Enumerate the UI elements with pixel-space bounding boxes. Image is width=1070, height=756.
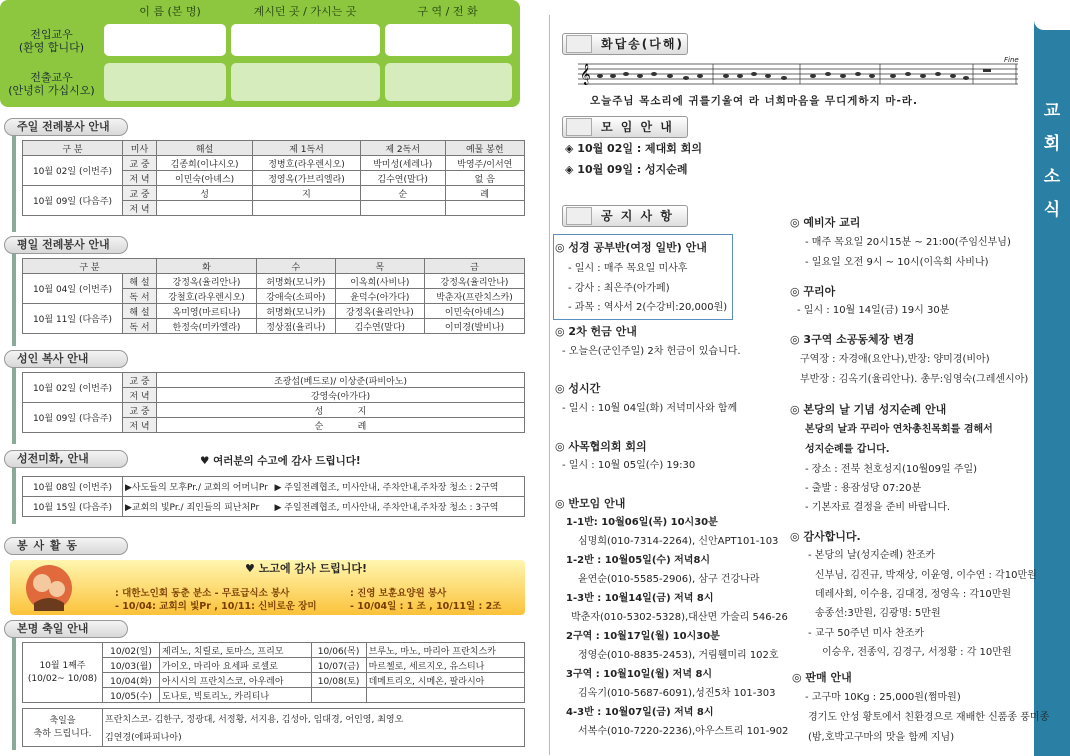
ban-line: 서복수(010-7220-2236),아우스트리 101-902 (578, 726, 789, 737)
divider (12, 468, 16, 524)
in-district-field (385, 24, 512, 56)
move-in-label: 전입교우 (환영 합니다) (18, 28, 85, 54)
cell: 성 지 (157, 403, 525, 418)
bible-line: - 강사 : 최은주(아가페) (568, 283, 670, 294)
mass-time-title: ◎ 성시간 (555, 382, 601, 395)
out-district-field (385, 63, 512, 101)
portrait-icon (566, 207, 592, 225)
cell (360, 201, 445, 216)
cell: 박미성(세레나) (360, 156, 445, 171)
saints-cell: 마르첼로, 세르지오, 유스티나 (366, 658, 524, 673)
cell: 순 (360, 186, 445, 201)
cell: 례 (445, 186, 524, 201)
ban-line: 윤연순(010-5585-2906), 삼구 건강나라 (578, 574, 760, 585)
mass-cell: 교 중 (123, 156, 157, 171)
week-cell: 10월 02일 (이번주) (23, 373, 123, 403)
cell: 이민숙(아녜스) (157, 171, 253, 186)
col-header: 구 분 (23, 259, 157, 274)
week-cell: 10월 09일 (다음주) (23, 186, 123, 216)
family-illustration-icon (20, 563, 78, 613)
cell: 옥미영(마르티나) (157, 304, 257, 319)
music-staff (578, 56, 1019, 88)
cell: 성 (157, 186, 253, 201)
role-cell: 해 설 (123, 304, 157, 319)
district-title: ◎ 3구역 소공동체장 변경 (790, 333, 915, 346)
week-cell: 10월 08일 (이번주) (23, 477, 123, 497)
col-header: 해설 (157, 141, 253, 156)
congrats-names: 김연경(에파피나아) (103, 728, 525, 747)
cell: 김종희(이냐시오) (157, 156, 253, 171)
divider (12, 136, 16, 232)
pastoral-title: ◎ 사목협의회 회의 (555, 440, 647, 453)
sale-line: (밤,호박고구마의 맛을 함께 지님) (808, 732, 955, 743)
col-header: 제 2독서 (360, 141, 445, 156)
ban-line: 1-2반 : 10월05일(수) 저녁8시 (566, 555, 711, 566)
cell: 강정옥(율리안나) (157, 274, 257, 289)
mass-cell: 저 녁 (123, 171, 157, 186)
pilgrimage-line: - 출발 : 용잠성당 07:20분 (805, 483, 922, 494)
thanks-line: - 교구 50주년 미사 찬조카 (808, 628, 924, 639)
ban-line: 2구역 : 10월17일(월) 10시30분 (566, 631, 720, 642)
hymn-header (562, 33, 688, 55)
pilgrimage-line: 본당의 날과 꾸리아 연차총친목회를 겸해서 (805, 424, 993, 435)
out-place-field (231, 63, 380, 101)
service-left-title: : 대한노인회 동춘 분소 - 무료급식소 봉사 (115, 588, 290, 599)
notices-title: 공 지 사 항 (601, 209, 674, 223)
thanks-line: 데레사회, 이수용, 김대경, 정영옥 : 각10만원 (815, 589, 1012, 600)
col-header: 구 분 (23, 141, 123, 156)
communion-table (22, 372, 525, 433)
meetings-header (562, 116, 688, 138)
cell: 강철호(라우렌시오) (157, 289, 257, 304)
col-header: 예물 봉헌 (445, 141, 524, 156)
week-cell: 10월 04일 (이번주) (23, 274, 123, 304)
ban-line: 1-3반 : 10월14일(금) 저녁 8시 (566, 593, 714, 604)
catechumen-title: ◎ 예비자 교리 (790, 216, 861, 229)
saints-cell (366, 688, 524, 703)
cell: ▶교회의 빛Pr./ 죄인들의 피난처Pr (123, 497, 273, 517)
catechumen-line: - 매주 목요일 20시15분 ~ 21:00(주임신부님) (805, 237, 1011, 248)
cell: 정병호(라우렌시오) (253, 156, 361, 171)
sunday-table (22, 140, 525, 216)
service-left-detail: - 10/04: 교회의 빛Pr , 10/11: 신비로운 장미 (115, 601, 317, 612)
notices-header (562, 205, 688, 227)
feast-title: 본명 축일 안내 (4, 620, 128, 638)
curia-line: - 일시 : 10월 14일(금) 19시 30분 (797, 305, 950, 316)
cell: 박춘자(프란치스카) (424, 289, 524, 304)
move-out-label: 전출교우 (안녕히 가십시오) (8, 71, 95, 97)
congrats-table (22, 708, 525, 747)
saints-cell: 도나토, 빅토리노, 카리티나 (160, 688, 312, 703)
in-name-field (104, 24, 226, 56)
cell (445, 201, 524, 216)
fine-mark: Fine (1004, 56, 1019, 64)
saints-cell: 제리노, 치릴로, 토마스, 프리모 (160, 643, 312, 658)
mass-time-line: - 일시 : 10월 04일(화) 저녁미사와 함께 (562, 403, 738, 414)
pilgrimage-title: ◎ 본당의 날 기념 성지순례 안내 (790, 403, 947, 416)
bible-line: - 과목 : 역사서 2(수강비:20,000원) (568, 302, 728, 313)
mass-cell: 저 녁 (123, 418, 157, 433)
cell: 허명화(모니카) (256, 304, 335, 319)
cell: 이미경(발비나) (424, 319, 524, 334)
mass-cell: 교 중 (123, 186, 157, 201)
week-cell: 10월 02일 (이번주) (23, 156, 123, 186)
ban-line: 1-1반: 10월06일(목) 10시30분 (566, 517, 718, 528)
hymn-title: 화답송(다해) (601, 37, 684, 51)
service-title: 봉 사 활 동 (4, 537, 128, 555)
pilgrimage-line: 성지순례를 갑니다. (805, 444, 890, 455)
side-tab-text: 교 회 소 식 (1043, 101, 1061, 220)
welcome-box (0, 0, 520, 107)
saints-cell: 가이오, 마리아 요세파 로셀로 (160, 658, 312, 673)
side-tab-title (1034, 95, 1070, 227)
cell: 조광섭(베드로)/ 이상준(파비아노) (157, 373, 525, 388)
weekday-title: 평일 전례봉사 안내 (4, 236, 128, 254)
mass-cell: 교 중 (123, 403, 157, 418)
cell: 윤덕수(아가다) (335, 289, 424, 304)
cell: 정상점(율리나) (256, 319, 335, 334)
pilgrimage-line: - 기본자료 결정을 준비 바랍니다. (805, 502, 951, 513)
week-cell: 10월 15일 (다음주) (23, 497, 123, 517)
communion-title: 성인 복사 안내 (4, 350, 128, 368)
congrats-names: 프란치스코- 김한구, 정광대, 서정황, 서지용, 김성아, 임대경, 어인영, 최영오 (103, 709, 525, 728)
service-right-title: : 진영 보훈요양원 봉사 (350, 588, 447, 599)
cell: 박영주/이서연 (445, 156, 524, 171)
sale-line: - 고구마 10Kg : 25,000원(쩜마원) (805, 692, 961, 703)
in-place-field (231, 24, 380, 56)
mass-cell: 저 녁 (123, 201, 157, 216)
date-cell: 10/04(화) (103, 673, 160, 688)
service-right-detail: - 10/04일 : 1 조 , 10/11일 : 2조 (350, 601, 502, 612)
cell: ▶사도들의 모후Pr./ 교회의 어머니Pr (123, 477, 273, 497)
curia-title: ◎ 꾸리아 (790, 285, 836, 298)
portrait-icon (566, 118, 592, 136)
cell: 한정숙(미카엘라) (157, 319, 257, 334)
cell: 강애숙(소피아) (256, 289, 335, 304)
meeting-item: ◈ 10월 09일 : 성지순례 (565, 163, 688, 176)
sunday-title: 주일 전례봉사 안내 (4, 118, 128, 136)
district-line: 부반장 : 김옥기(율리안나). 총무:임영숙(그레센시아) (800, 374, 1029, 385)
col-header: 목 (335, 259, 424, 274)
thanks-line: 신부님, 김진규, 박재상, 이윤영, 이수연 : 각10만원 (815, 570, 1037, 581)
role-cell: 해 설 (123, 274, 157, 289)
out-name-field (104, 63, 226, 101)
altar-title: 성전미화, 안내 (4, 450, 128, 468)
cell: 이옥희(사비나) (335, 274, 424, 289)
portrait-icon (566, 35, 592, 53)
ban-line: 4-3반 : 10월07일(금) 저녁 8시 (566, 707, 714, 718)
header-name: 이 름 (본 명) (139, 5, 201, 18)
cell: 강정옥(율리안나) (335, 304, 424, 319)
thanks-line: 이승우, 전종익, 김경구, 서정황 : 각 10만원 (822, 647, 1012, 658)
district-line: 구역장 : 자경애(요안나),반장: 양미경(비아) (800, 354, 990, 365)
cell: 정영옥(가브리엘라) (253, 171, 361, 186)
collection-line: - 오늘은(군인주일) 2차 헌금이 있습니다. (562, 346, 741, 357)
mass-cell: 저 녁 (123, 388, 157, 403)
cell (157, 201, 253, 216)
cell (253, 201, 361, 216)
ban-line: 심명희(010-7314-2264), 신안APT101-103 (578, 536, 779, 547)
col-header: 미사 (123, 141, 157, 156)
cell: 김수연(말다) (360, 171, 445, 186)
service-thanks: ♥ 노고에 감사 드립니다! (245, 562, 367, 575)
saints-cell: 아시시의 프란치스코, 아우레아 (160, 673, 312, 688)
thanks-line: 송종선:3만원, 김광명: 5만원 (815, 608, 941, 619)
ban-line: 3구역 : 10월10일(월) 저녁 8시 (566, 669, 713, 680)
cell: 강영숙(아가다) (157, 388, 525, 403)
hymn-lyrics: 오늘주님 목소리에 귀를기울여 라 너희마음을 무디게하지 마-라. (590, 95, 918, 107)
date-cell (311, 688, 366, 703)
date-cell: 10/07(금) (311, 658, 366, 673)
feast-table (22, 642, 525, 703)
collection-title: ◎ 2차 헌금 안내 (555, 325, 637, 338)
divider (12, 638, 16, 750)
cell: 순 례 (157, 418, 525, 433)
date-cell: 10/08(토) (311, 673, 366, 688)
header-district: 구 역 / 전 화 (417, 5, 478, 18)
ban-line: 김옥기(010-5687-6091),성진5차 101-303 (578, 688, 776, 699)
col-header: 금 (424, 259, 524, 274)
cell: 지 (253, 186, 361, 201)
service-banner (10, 560, 525, 615)
meeting-item: ◈ 10월 02일 : 제대회 회의 (565, 142, 703, 155)
header-place: 계시던 곳 / 가시는 곳 (253, 5, 357, 18)
congrats-label: 축일을 축하 드립니다. (23, 709, 103, 747)
thanks-title: ◎ 감사합니다. (790, 530, 861, 543)
cell: 허명화(모니카) (256, 274, 335, 289)
sale-title: ◎ 판매 안내 (792, 671, 852, 684)
date-cell: 10/06(목) (311, 643, 366, 658)
catechumen-line: - 일요일 오전 9시 ~ 10시(이옥희 사비나) (805, 257, 989, 268)
divider (12, 254, 16, 346)
date-cell: 10/05(수) (103, 688, 160, 703)
saints-cell: 브루노, 마노, 마리아 프란치스카 (366, 643, 524, 658)
pilgrimage-line: - 장소 : 전북 천호성지(10월09일 주일) (805, 464, 978, 475)
role-cell: 독 서 (123, 289, 157, 304)
col-header: 화 (157, 259, 257, 274)
mass-cell: 교 중 (123, 373, 157, 388)
ban-line: 정영순(010-8835-2453), 거림웰미리 102호 (578, 650, 779, 661)
bans-title: ◎ 반모임 안내 (555, 497, 626, 510)
week-cell: 10월 1째주 (10/02~ 10/08) (23, 643, 103, 703)
week-cell: 10월 09일 (다음주) (23, 403, 123, 433)
pastoral-line: - 일시 : 10월 05일(수) 19:30 (562, 460, 696, 471)
cell: 이민숙(아녜스) (424, 304, 524, 319)
week-cell: 10월 11일 (다음주) (23, 304, 123, 334)
cell: 강정옥(율리안나) (424, 274, 524, 289)
weekday-table (22, 258, 525, 334)
sale-line: 경기도 안성 황토에서 친환경으로 재배한 신품종 풍미종 (808, 712, 1050, 723)
saints-cell: 데메트리오, 시메온, 팔라시아 (366, 673, 524, 688)
col-header: 수 (256, 259, 335, 274)
cell: 없 음 (445, 171, 524, 186)
cell: 김수연(말다) (335, 319, 424, 334)
bible-title: ◎ 성경 공부반(여정 일반) 안내 (555, 241, 707, 254)
bible-line: - 일시 : 매주 목요일 미사후 (568, 263, 688, 274)
side-tab-notch (1034, 15, 1070, 30)
cell: ▶ 주일전례협조, 미사안내, 주차안내,주차장 청소 : 2구역 (273, 477, 525, 497)
altar-thanks: ♥ 여러분의 수고에 감사 드립니다! (200, 455, 361, 467)
divider (12, 368, 16, 444)
ban-line: 박춘자(010-5302-5328),대산면 가술리 546-26 (571, 612, 788, 623)
meetings-title: 모 임 안 내 (601, 120, 674, 134)
col-header: 제 1독서 (253, 141, 361, 156)
altar-table (22, 476, 525, 517)
thanks-line: - 본당의 날(성지순례) 찬조카 (808, 550, 936, 561)
svg-text:𝄞: 𝄞 (580, 64, 591, 85)
date-cell: 10/03(월) (103, 658, 160, 673)
cell: ▶ 주일전례협조, 미사안내, 주차안내,주차장 청소 : 3구역 (273, 497, 525, 517)
date-cell: 10/02(일) (103, 643, 160, 658)
role-cell: 독 서 (123, 319, 157, 334)
